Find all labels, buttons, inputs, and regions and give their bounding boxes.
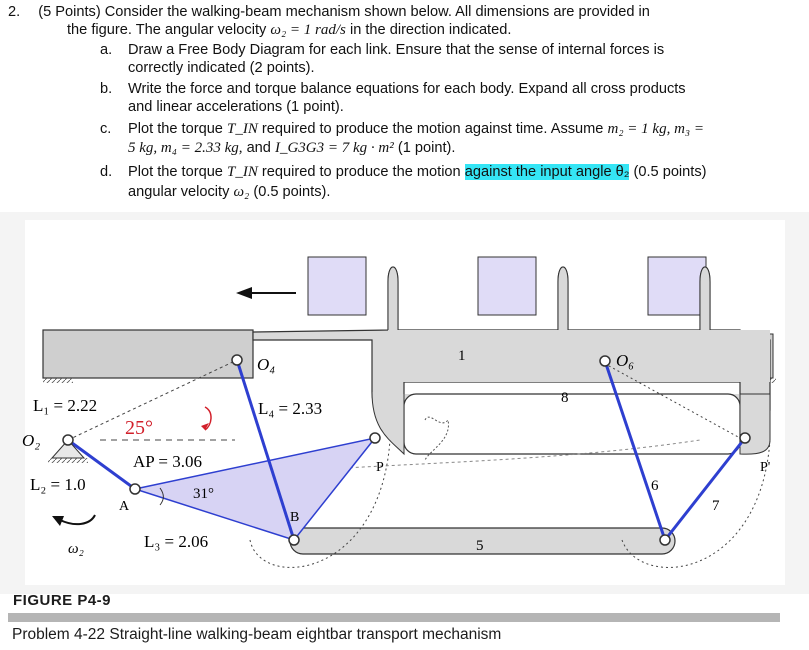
- item-c-line-2: [128, 139, 455, 157]
- label-angle-25: 25°: [125, 417, 153, 439]
- item-d-text-1a: Plot the torque: [128, 164, 223, 180]
- label-o6: O₆: [616, 351, 635, 370]
- label-ap: AP = 3.06: [133, 452, 202, 471]
- joint-o6: [600, 356, 610, 366]
- label-l3: L₃ = 2.06: [144, 532, 209, 551]
- item-b-text: Write the force and torque balance equations for each body. Expand all cross products: [128, 81, 686, 97]
- joint-b: [289, 535, 299, 545]
- question-line-2: [67, 21, 511, 39]
- item-c-mass-2: 5 kg, m₄ = 2.33 kg,: [128, 140, 243, 156]
- item-c-text-1b: required to produce the motion against time. Assume: [261, 121, 604, 137]
- label-angle-31: 31°: [193, 486, 214, 502]
- ground-body: [43, 330, 253, 378]
- item-a-label: a.: [100, 42, 113, 58]
- item-c-inertia: I_G3G3 = 7 kg · m²: [274, 140, 394, 156]
- label-a: A: [119, 499, 130, 514]
- item-c-line-1: [100, 120, 704, 138]
- highlighted-text: against the input angle θ₂: [464, 164, 630, 180]
- label-l1: L₁ = 2.22: [33, 396, 98, 415]
- item-b-label: b.: [100, 81, 113, 97]
- item-a-line-1: [100, 41, 665, 59]
- item-d-line-2: [128, 183, 330, 201]
- label-l4: L₄ = 2.33: [258, 399, 323, 418]
- transport-box-1: [308, 257, 366, 315]
- item-b-line-1: [100, 80, 686, 98]
- beam-opening: [404, 394, 740, 454]
- joint-p-prime: [740, 433, 750, 443]
- item-d-text-1b: required to produce the motion: [261, 164, 461, 180]
- item-d-text-2b: (0.5 points).: [253, 184, 331, 200]
- item-d-torque-symbol: T_IN: [227, 164, 258, 180]
- item-c-label: c.: [100, 121, 112, 137]
- question-line-1: [8, 3, 650, 21]
- item-c-text-2b: and: [246, 140, 271, 156]
- question-points: (5 Points): [38, 4, 101, 20]
- label-l2: L₂ = 1.0: [30, 475, 86, 494]
- label-link-5: 5: [476, 538, 484, 554]
- transport-box-2: [478, 257, 536, 315]
- item-c-mass-1: m₂ = 1 kg, m₃ =: [607, 121, 704, 137]
- label-o4: O₄: [257, 355, 276, 374]
- item-a-text-2: correctly indicated (2 points).: [128, 60, 315, 76]
- label-link-7: 7: [712, 498, 720, 514]
- label-link-6: 6: [651, 478, 659, 494]
- label-b: B: [290, 510, 300, 525]
- label-p-prime: P': [760, 460, 771, 475]
- item-d-text-1c: (0.5 points): [633, 164, 707, 180]
- item-c-text-2c: (1 point).: [397, 140, 456, 156]
- joint-a: [130, 484, 140, 494]
- question-text-2b: in the direction indicated.: [349, 22, 512, 38]
- item-b-text-2: and linear accelerations (1 point).: [128, 99, 344, 115]
- label-o2: O₂: [22, 431, 41, 450]
- item-a-text: Draw a Free Body Diagram for each link. Ensure that the sense of internal forces is: [128, 42, 665, 58]
- item-d-text-2a: angular velocity: [128, 184, 230, 200]
- transport-box-3: [648, 257, 706, 315]
- item-d-omega: ω₂: [233, 184, 250, 200]
- label-link-8: 8: [561, 390, 569, 406]
- label-p: P: [376, 460, 384, 475]
- omega-equation: ω₂ = 1 rad/s: [270, 22, 346, 38]
- caption-divider: [8, 613, 780, 622]
- question-number: 2.: [8, 4, 21, 20]
- item-d-line-1: [100, 163, 707, 181]
- figure-caption-text: Problem 4-22 Straight-line walking-beam eightbar transport mechanism: [12, 626, 502, 643]
- question-text-1: Consider the walking-beam mechanism shown below. All dimensions are provided in: [104, 4, 650, 20]
- item-c-torque-symbol: T_IN: [227, 121, 258, 137]
- item-c-text-1a: Plot the torque: [128, 121, 223, 137]
- question-text-2a: the figure. The angular velocity: [67, 22, 267, 38]
- mechanism-figure: [0, 212, 809, 594]
- joint-o4: [232, 355, 242, 365]
- joint-6-7: [660, 535, 670, 545]
- figure-caption-title: FIGURE P4-9: [13, 592, 112, 609]
- label-link-1: 1: [458, 348, 466, 364]
- label-omega: ω₂: [68, 541, 84, 557]
- joint-p: [370, 433, 380, 443]
- item-d-label: d.: [100, 164, 113, 180]
